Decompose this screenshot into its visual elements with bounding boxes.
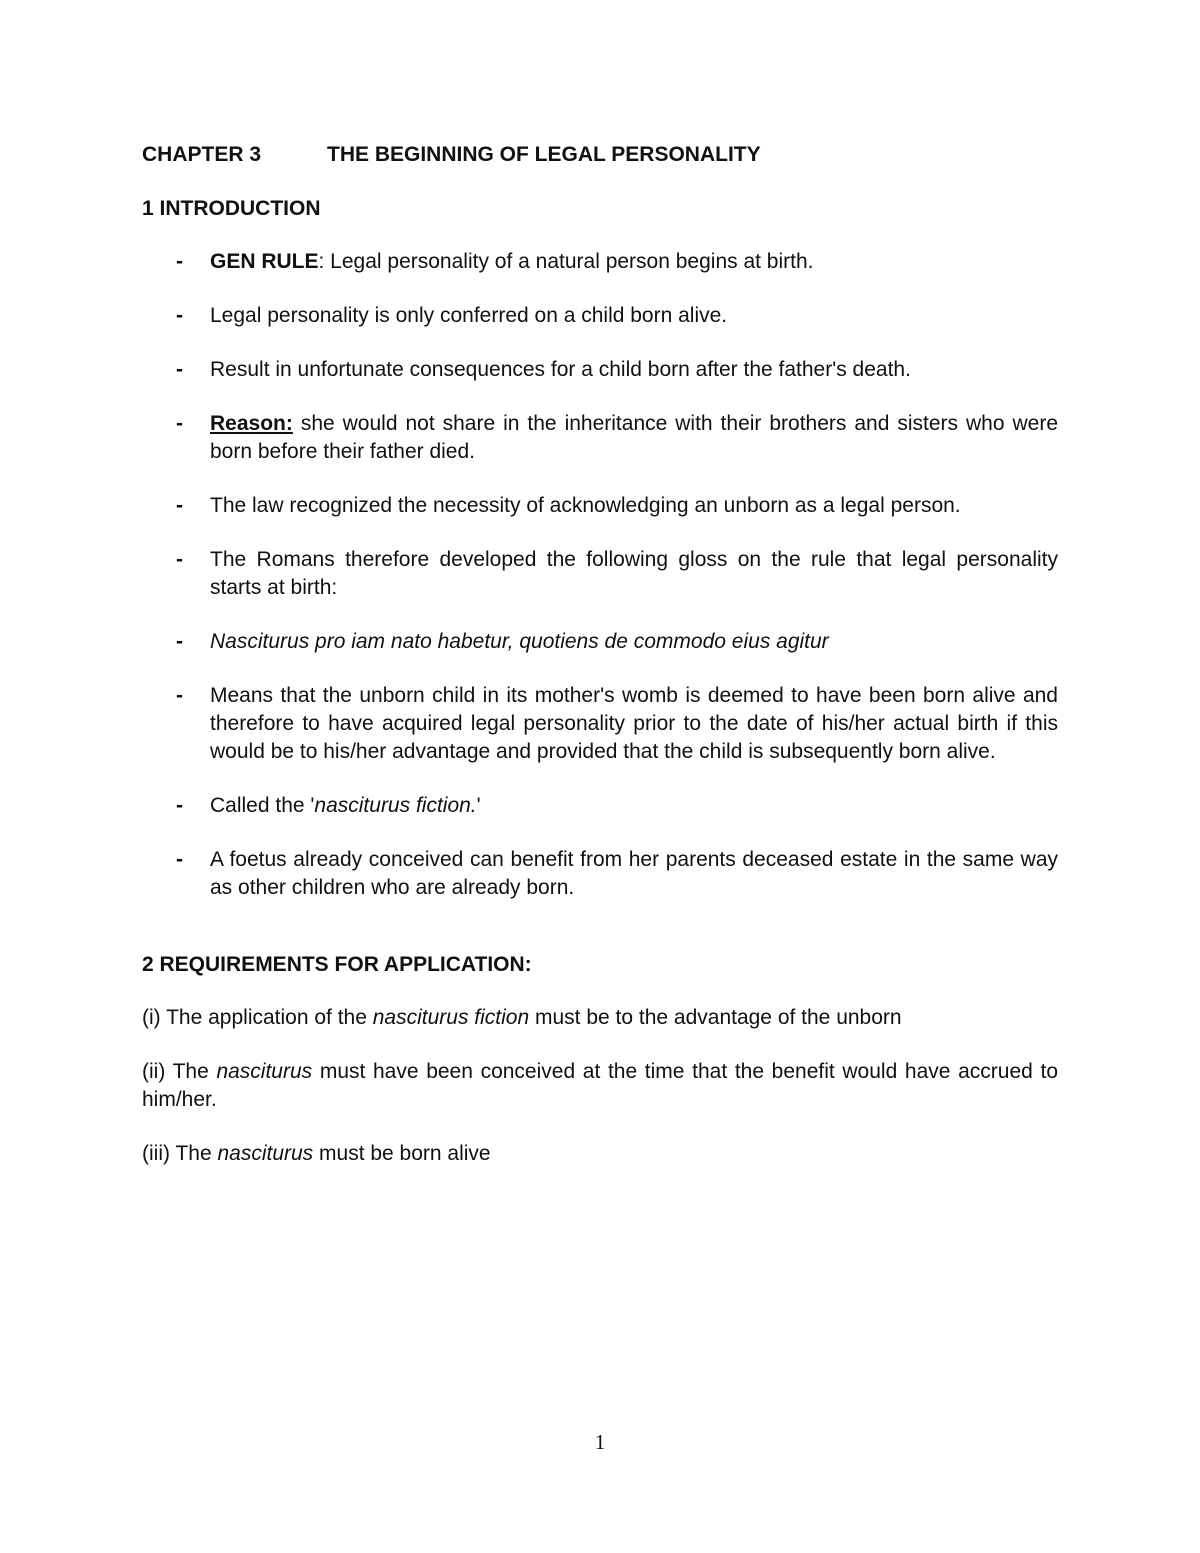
requirement-italic: nasciturus (216, 1060, 313, 1083)
bullet-text: Means that the unborn child in its mother's womb is deemed to have been born alive and therefore to have acquired legal personality prior to the date of his/her actual birth if this would be to his/her advantage and provided that the child is subsequently born alive. (210, 684, 1058, 763)
requirement-item (142, 1140, 1058, 1168)
requirement-item (142, 1004, 1058, 1032)
reason-label: Reason: (210, 412, 293, 435)
called-italic: nasciturus fiction. (314, 794, 477, 817)
bullet-dash: - (176, 304, 183, 327)
bullet-dash: - (176, 548, 183, 571)
section-heading-introduction: 1 INTRODUCTION (142, 197, 321, 220)
section-heading-requirements: 2 REQUIREMENTS FOR APPLICATION: (142, 953, 532, 976)
bullet-text: A foetus already conceived can benefit from her parents deceased estate in the same way as other children who are already born. (210, 848, 1058, 899)
called-suffix: ' (476, 794, 481, 817)
bullet-text: The Romans therefore developed the following gloss on the rule that legal personality starts at birth: (210, 548, 1058, 599)
chapter-title: THE BEGINNING OF LEGAL PERSONALITY (327, 143, 761, 166)
list-item (142, 682, 1058, 766)
page-number: 1 (594, 1430, 606, 1454)
list-item (142, 792, 1058, 820)
bullet-dash: - (176, 250, 183, 273)
latin-maxim: Nasciturus pro iam nato habetur, quotiens de commodo eius agitur (210, 630, 829, 653)
requirement-suffix: must have been conceived at the time that the benefit would have accrued to him/her. (142, 1060, 1058, 1111)
list-item (142, 546, 1058, 602)
list-item (142, 492, 1058, 520)
list-item (142, 628, 1058, 656)
document-page (142, 140, 1058, 1194)
bullet-text: The law recognized the necessity of acknowledging an unborn as a legal person. (210, 494, 961, 517)
gen-rule-text: : Legal personality of a natural person begins at birth. (318, 250, 814, 273)
bullet-dash: - (176, 358, 183, 381)
reason-text: she would not share in the inheritance with their brothers and sisters who were born before their father died. (210, 412, 1058, 463)
bullet-dash: - (176, 684, 183, 707)
requirement-prefix: (i) The application of the (142, 1006, 373, 1029)
list-item (142, 302, 1058, 330)
requirement-suffix: must be to the advantage of the unborn (529, 1006, 902, 1029)
requirement-prefix: (ii) The (142, 1060, 217, 1083)
bullet-dash: - (176, 630, 183, 653)
requirement-italic: nasciturus (217, 1142, 314, 1165)
list-item (142, 356, 1058, 384)
requirement-prefix: (iii) The (142, 1142, 218, 1165)
bullet-text: Result in unfortunate consequences for a child born after the father's death. (210, 358, 911, 381)
bullet-text: Legal personality is only conferred on a child born alive. (210, 304, 728, 327)
chapter-number: CHAPTER 3 (142, 143, 262, 166)
chapter-heading (142, 140, 1058, 170)
bullet-dash: - (176, 494, 183, 517)
called-prefix: Called the ' (210, 794, 315, 817)
list-item (142, 248, 1058, 276)
requirement-suffix: must be born alive (313, 1142, 491, 1165)
bullet-dash: - (176, 412, 183, 435)
bullet-dash: - (176, 848, 183, 871)
requirement-italic: nasciturus fiction (372, 1006, 530, 1029)
requirement-item (142, 1058, 1058, 1114)
list-item (142, 846, 1058, 902)
bullet-dash: - (176, 794, 183, 817)
gen-rule-label: GEN RULE (210, 250, 319, 273)
introduction-bullet-list (142, 248, 1058, 902)
list-item (142, 410, 1058, 466)
